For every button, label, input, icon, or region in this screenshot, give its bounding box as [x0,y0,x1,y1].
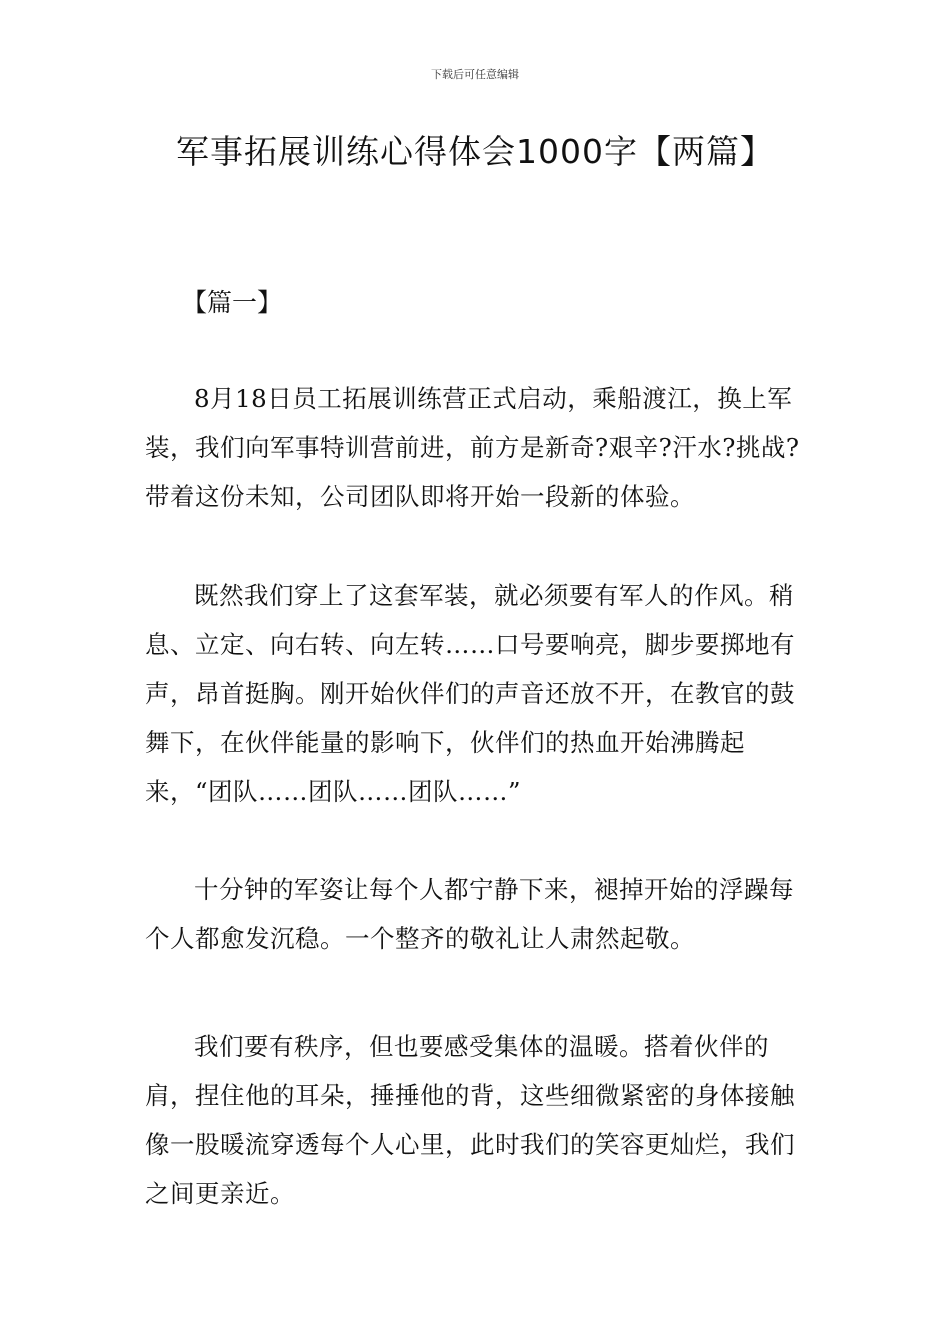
document-title: 军事拓展训练心得体会1000字【两篇】 [176,132,774,171]
paragraph-4: 我们要有秩序，但也要感受集体的温暖。搭着伙伴的肩，捏住他的耳朵，捶捶他的背，这些细微紧密的身体接触像一股暖流穿透每个人心里，此时我们的笑容更灿烂，我们之间更亲近。 [145,1032,795,1208]
paragraph-1: 8月18日员工拓展训练营正式启动，乘船渡江，换上军装，我们向军事特训营前进，前方是新奇?艰辛?汗水?挑战?带着这份未知，公司团队即将开始一段新的体验。 [145,384,800,511]
paragraph-3: 十分钟的军姿让每个人都宁静下来，褪掉开始的浮躁每个人都愈发沉稳。一个整齐的敬礼让人肃然起敬。 [145,875,794,953]
section-heading: 【篇一】 [182,288,283,317]
paragraph-2: 既然我们穿上了这套军装，就必须要有军人的作风。稍息、立定、向右转、向左转……口号要响亮，脚步要掷地有声，昂首挺胸。刚开始伙伴们的声音还放不开，在教官的鼓舞下，在伙伴能量的影响下，伙伴们的热血开始沸腾起来，“团队……团队……团队……” [145,581,795,806]
header-note: 下载后可任意编辑 [431,68,519,81]
